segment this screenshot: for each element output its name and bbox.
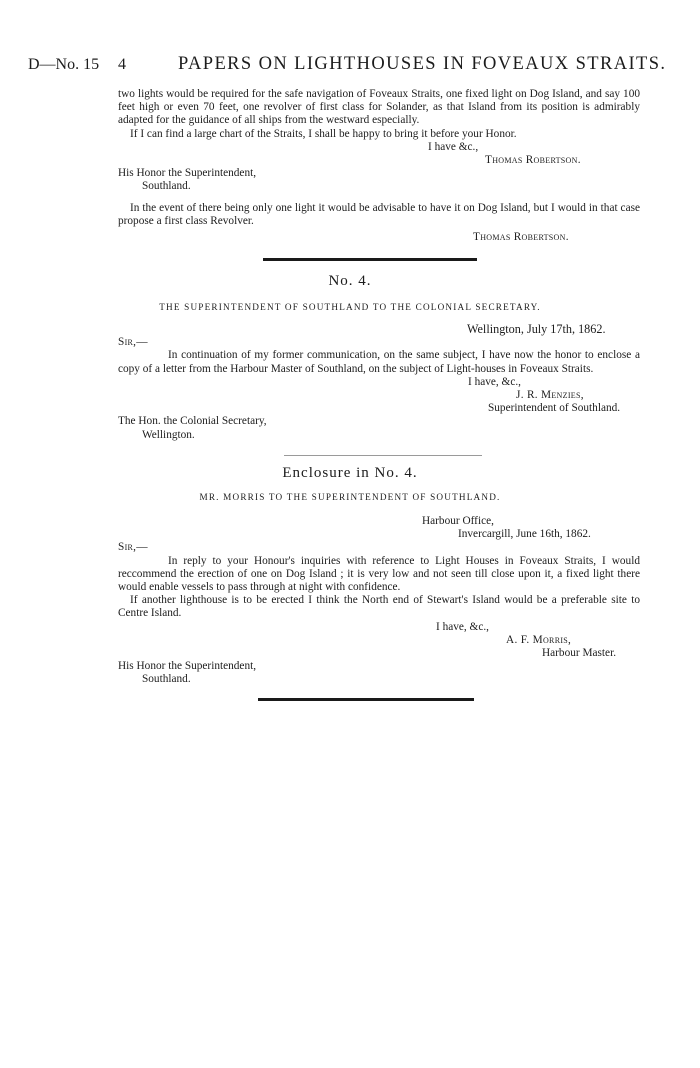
addressee-line: The Hon. the Colonial Secretary, (118, 415, 267, 428)
letter-robertson (118, 88, 640, 194)
document-reference: D—No. 15 (28, 56, 100, 73)
letter-closing: I have &c., (428, 140, 479, 153)
enclosure-subheading: MR. MORRIS TO THE SUPERINTENDENT OF SOUTHLAND. (199, 492, 501, 502)
section-divider (263, 258, 477, 261)
page-number: 4 (118, 56, 126, 73)
addressee-line: His Honor the Superintendent, (118, 167, 257, 180)
running-header (0, 56, 700, 80)
addressee-line: His Honor the Superintendent, (118, 660, 257, 673)
letter-date: Wellington, July 17th, 1862. (467, 322, 606, 336)
letter-place-date: Invercargill, June 16th, 1862. (458, 528, 591, 541)
letter-menzies (118, 323, 640, 442)
section-subheading: THE SUPERINTENDENT OF SOUTHLAND TO THE COLONIAL SECRETARY. (159, 302, 541, 312)
letter-salutation: Sir,— (118, 541, 148, 554)
letter-paragraph: two lights would be required for the safe navigation of Foveaux Straits, one fixed light on Dog Island, and say 100 feet high or even 70 feet, one revolver of first class for Solander, as that Island from its position is admirably adapted for the guidance of all ships from the westward especially. (118, 88, 640, 127)
letter-salutation: Sir,— (118, 336, 148, 349)
letter-signature: A. F. Morris, (506, 633, 572, 646)
letter-signature-title: Superintendent of Southland. (488, 402, 621, 415)
letter-closing: I have, &c., (468, 375, 522, 388)
postscript-signature: Thomas Robertson. (473, 231, 569, 244)
addressee-line: Wellington. (142, 428, 195, 441)
section-divider (258, 698, 474, 701)
letter-morris (118, 515, 640, 687)
section-divider (284, 455, 482, 456)
letter-closing: I have, &c., (436, 620, 490, 633)
letter-place: Harbour Office, (422, 515, 494, 527)
postscript-paragraph: In the event of there being only one light it would be advisable to have it on Dog Island, but I would in that case propose a first class Revolver. (118, 202, 640, 228)
section-heading: No. 4. (328, 273, 372, 289)
letter-paragraph: If another lighthouse is to be erected I think the North end of Stewart's Island would be a preferable site to Centre Island. (118, 594, 640, 620)
letter-signature-title: Harbour Master. (542, 647, 617, 660)
letter-signature: Thomas Robertson. (485, 154, 581, 167)
addressee-line: Southland. (142, 673, 191, 686)
letter-paragraph: In continuation of my former communication, on the same subject, I have now the honor to enclose a copy of a letter from the Harbour Master of Southland, on the subject of Light-houses in Foveaux Straits. (118, 349, 640, 375)
letter-paragraph: In reply to your Honour's inquiries with reference to Light Houses in Foveaux Straits, I would reccommend the erection of one on Dog Island ; it is very low and not seen till close upon it, a fixed light there would enable vessels to pass through at night with confidence. (118, 554, 640, 594)
enclosure-heading: Enclosure in No. 4. (282, 465, 418, 481)
page-title: PAPERS ON LIGHTHOUSES IN FOVEAUX STRAITS. (178, 54, 667, 74)
addressee-line: Southland. (142, 180, 191, 193)
postscript-robertson (118, 202, 640, 245)
letter-paragraph: If I can find a large chart of the Straits, I shall be happy to bring it before your Honor. (130, 127, 517, 140)
letter-signature: J. R. Menzies, (516, 389, 584, 402)
